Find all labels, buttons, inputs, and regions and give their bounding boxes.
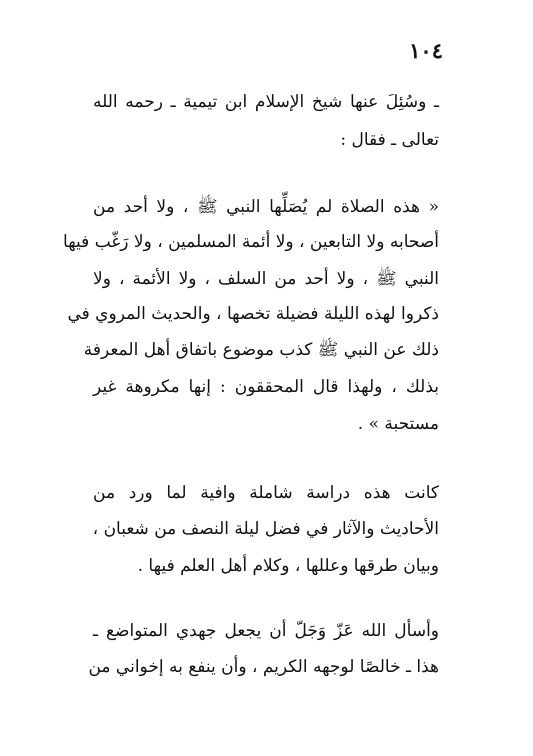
text-line: ذلك عن النبي ﷺ كذب موضوع باتفاق أهل المعرفة [83,340,439,360]
text-line: تعالى ـ فقال : [340,130,439,150]
text-line: أصحابه ولا التابعين ، ولا أئمة المسلمين ، ولا رَغّب فيها [63,232,439,252]
text-line: النبي ﷺ ، ولا أحد من السلف ، ولا الأئمة ، ولا [93,269,439,289]
text-line: مستحبة » . [357,414,439,434]
text-line: كانت هذه دراسة شاملة وافية لما ورد من [93,483,439,503]
text-line: ـ وسُئِلَ عنها شيخ الإسلام ابن تيمية ـ رحمه الله [93,92,439,112]
text-line: هذا ـ خالصًا لوجهه الكريم ، وأن ينفع به إخواني من [88,657,439,677]
text-line: وأسأل الله عَزّ وَجَلّ أن يجعل جهدي المتواضع ـ [93,621,439,641]
text-line: الأحاديث والآثار في فضل ليلة النصف من شعبان ، [92,519,439,539]
page-number: ١٠٤ [409,38,443,63]
text-line: « هذه الصلاة لم يُصَلِّها النبي ﷺ ، ولا أحد من [93,197,439,217]
text-line: وبيان طرقها وعللها ، وكلام أهل العلم فيها . [137,556,439,576]
text-line: ذكروا لهذه الليلة فضيلة تخصها ، والحديث المروي في [67,304,439,324]
text-line: بذلك ، ولهذا قال المحققون : إنها مكروهة غير [93,377,439,397]
